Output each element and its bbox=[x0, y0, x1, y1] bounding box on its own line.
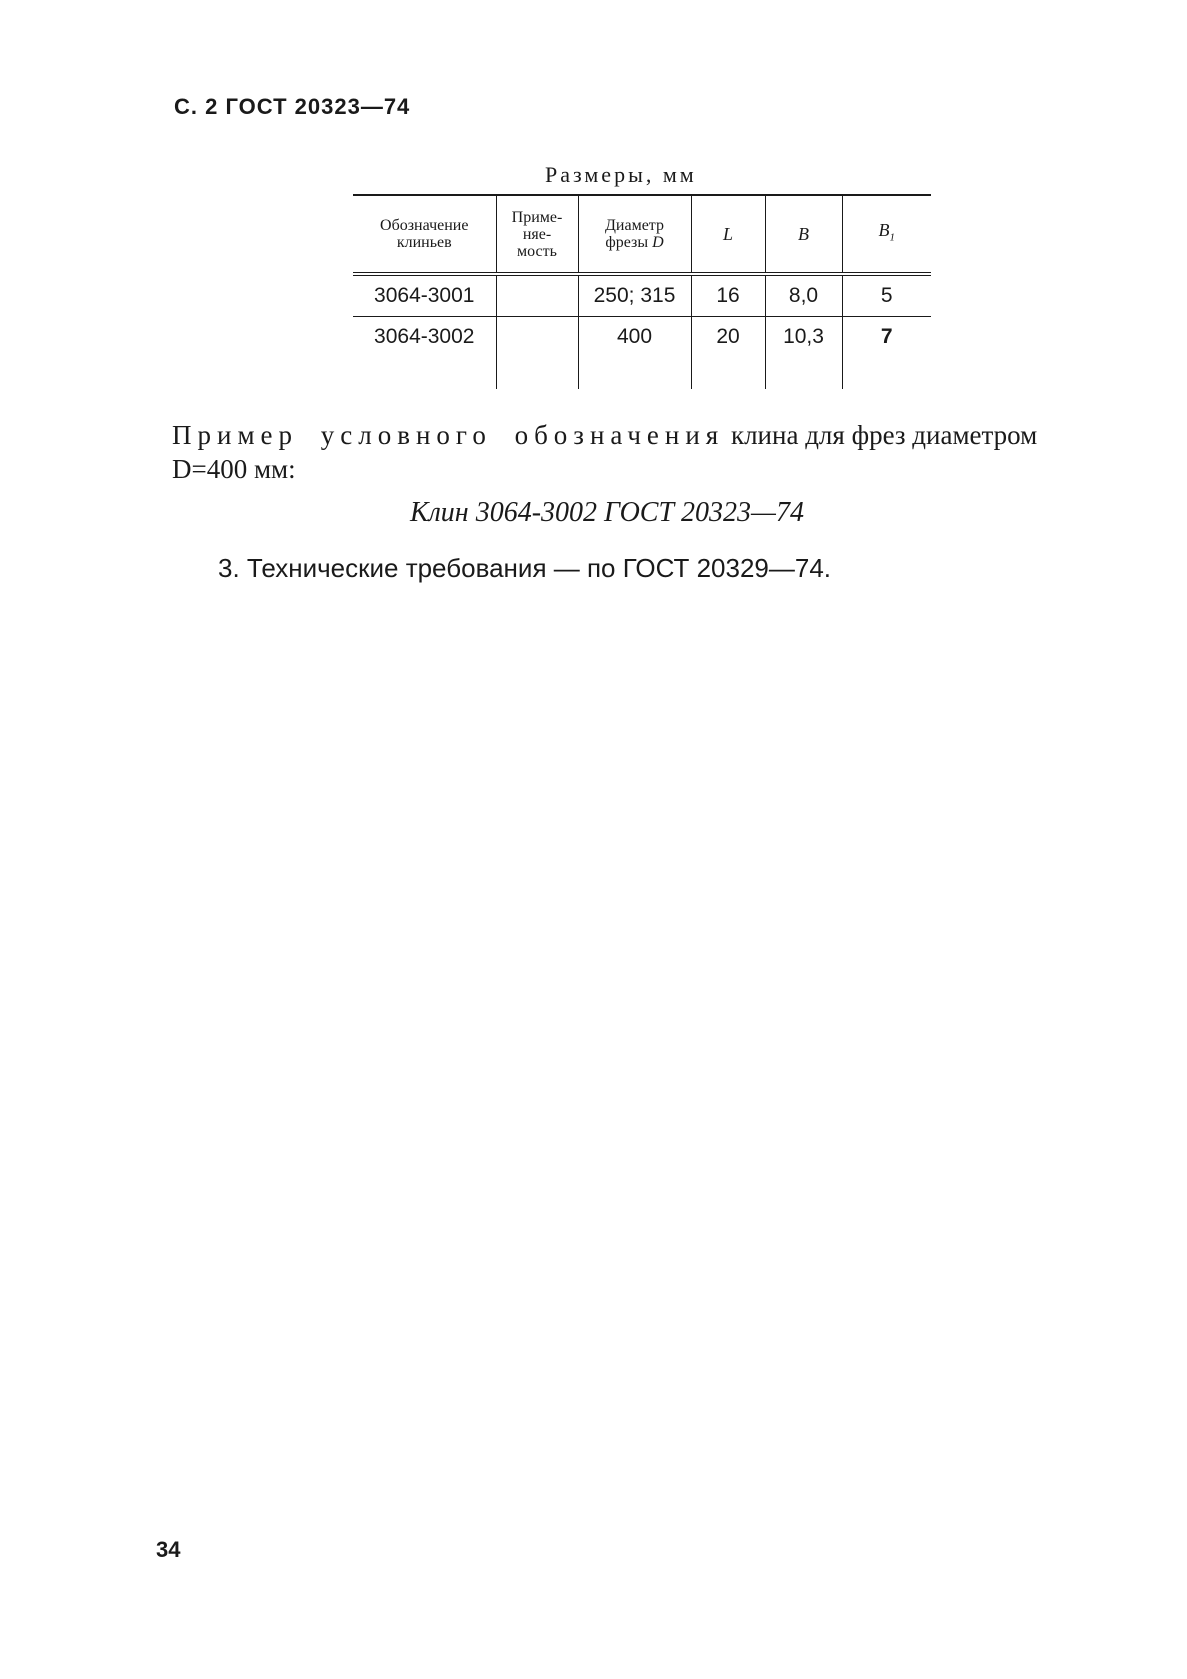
table-header-row bbox=[353, 195, 931, 274]
cell-designation: 3064-3002 bbox=[374, 325, 475, 348]
table-caption: Размеры, мм bbox=[545, 162, 697, 187]
cell-designation: 3064-3001 bbox=[353, 274, 496, 317]
example-intro-spaced: Пример условного обозначения bbox=[172, 420, 725, 450]
cell-B: 10,3 bbox=[765, 317, 842, 390]
cell-B: 8,0 bbox=[765, 274, 842, 317]
cell-L: 20 bbox=[691, 317, 765, 390]
dimensions-table bbox=[353, 194, 931, 389]
cell-applicability bbox=[496, 317, 578, 390]
cell-applicability bbox=[496, 274, 578, 317]
cell-B1: 7 bbox=[842, 317, 931, 390]
col-header-applicability: Приме- няе- мость bbox=[496, 195, 578, 274]
cell-diameter: 250; 315 bbox=[578, 274, 691, 317]
col-header-B1: $B_1$ bbox=[842, 195, 931, 274]
page-number: 34 bbox=[156, 1537, 181, 1562]
col-header-L: L bbox=[691, 195, 765, 274]
col-header-B: B bbox=[765, 195, 842, 274]
designation-example: Клин 3064-3002 ГОСТ 20323—74 bbox=[410, 497, 804, 528]
cell-L: 16 bbox=[691, 274, 765, 317]
technical-requirements: 3. Технические требования — по ГОСТ 20329—74. bbox=[218, 553, 832, 583]
page-header: С. 2 ГОСТ 20323—74 bbox=[174, 94, 411, 119]
cell-B1: 5 bbox=[842, 274, 931, 317]
example-paragraph bbox=[172, 418, 1112, 486]
col-header-designation: Обозначение клиньев bbox=[380, 217, 469, 251]
example-intro-rest: клина для фрез диаметром D=400 мм: bbox=[172, 420, 1038, 484]
table-row bbox=[353, 274, 931, 317]
col-header-diameter: Диаметр фрезы D bbox=[578, 195, 691, 274]
table-row bbox=[353, 317, 931, 390]
cell-diameter: 400 bbox=[578, 317, 691, 390]
